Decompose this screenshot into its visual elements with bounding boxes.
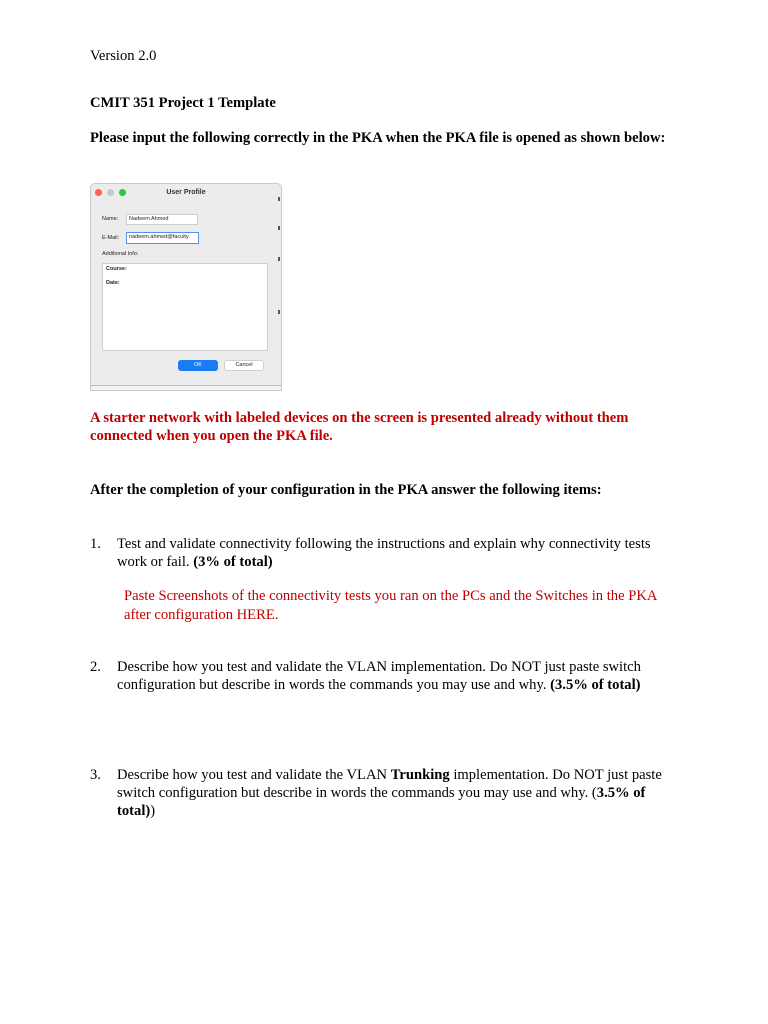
screenshot-placeholder-note: Paste Screenshots of the connectivity tests you ran on the PCs and the Switches in the PKA after configuration HERE. — [124, 588, 657, 623]
item-text-emphasis: Trunking — [390, 767, 450, 783]
item-weight: (3.5% of total) — [550, 677, 641, 693]
item-number: 1. — [90, 536, 101, 552]
screenshot-crop-edge — [91, 385, 281, 391]
instruction-text: Please input the following correctly in the PKA when the PKA file is opened as shown below: — [90, 130, 666, 146]
starter-network-note: A starter network with labeled devices on the screen is presented already without them connected when you open the PKA file. — [90, 410, 629, 444]
name-field: Nadeem Ahmed — [126, 214, 198, 225]
item-text: Describe how you test and validate the VLAN — [117, 767, 388, 783]
item-weight-open: ( — [591, 785, 597, 801]
item-number: 2. — [90, 659, 101, 675]
cancel-button: Cancel — [224, 360, 264, 371]
question-item-3 — [117, 766, 662, 820]
item-text: Describe how you test and validate the VLAN implementation. Do NOT just paste switch configuration but describe in words the commands you may use and why. — [117, 659, 641, 693]
crop-artifact — [278, 197, 280, 201]
email-field: nadeem.ahmed@faculty — [126, 232, 199, 244]
item-weight: 3.5% of total) — [117, 785, 646, 819]
date-label: Date: — [106, 280, 120, 286]
crop-artifact — [278, 257, 280, 261]
item-weight-close: ) — [150, 803, 156, 819]
question-item-2 — [117, 658, 677, 694]
completion-heading: After the completion of your configuration in the PKA answer the following items: — [90, 482, 602, 498]
name-label: Name: — [102, 216, 119, 222]
item-text: implementation. Do NOT just paste switch configuration but describe in words the commands you may use and why. — [117, 767, 662, 801]
ok-button: OK — [178, 360, 218, 371]
crop-artifact — [278, 310, 280, 314]
document-title: CMIT 351 Project 1 Template — [90, 95, 276, 111]
user-profile-dialog-screenshot — [90, 183, 282, 391]
item-number: 3. — [90, 767, 101, 783]
question-item-1 — [117, 535, 677, 571]
additional-info-label: Additional Info: — [102, 251, 139, 257]
dialog-titlebar — [91, 184, 281, 202]
dialog-title: User Profile — [166, 189, 206, 196]
crop-artifact — [278, 226, 280, 230]
item-text: Test and validate connectivity following the instructions and explain why connectivity tests work or fail. — [117, 536, 651, 570]
version-label: Version 2.0 — [90, 48, 157, 64]
email-label: E-Mail: — [102, 235, 120, 241]
course-label: Course: — [106, 266, 127, 272]
item-weight: (3% of total) — [193, 554, 273, 570]
additional-info-textarea — [102, 263, 268, 351]
